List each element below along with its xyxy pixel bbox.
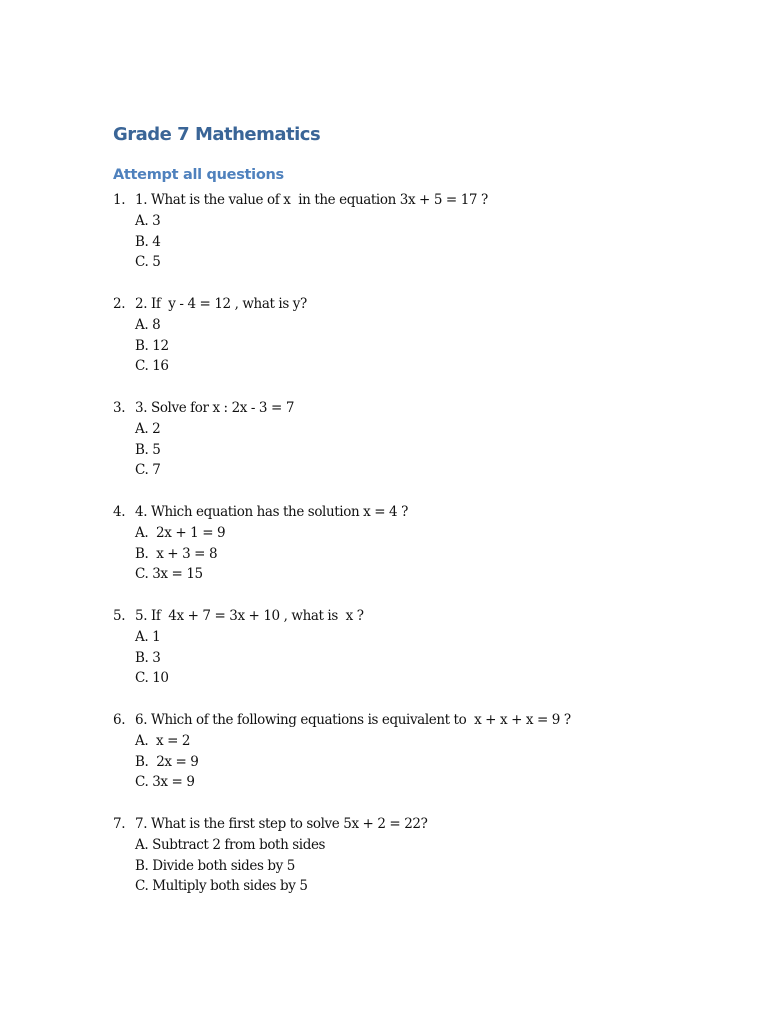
answer-option: C. 7: [135, 462, 161, 479]
question-text: 4. Which equation has the solution x = 4 ?: [135, 503, 408, 520]
question-item: [113, 710, 673, 793]
answer-option: A. x = 2: [135, 732, 191, 749]
question-item: [113, 606, 673, 689]
answer-options: [113, 731, 673, 793]
answer-option: C. 3x = 9: [135, 774, 195, 791]
question-text: 2. If y - 4 = 12 , what is y?: [135, 295, 307, 312]
question-item: [113, 398, 673, 481]
answer-option: B. x + 3 = 8: [135, 545, 218, 562]
answer-option: A. 2: [135, 420, 161, 437]
question-item: [113, 502, 673, 585]
answer-option: A. 3: [135, 212, 161, 229]
question-number: 3.: [113, 399, 126, 416]
answer-option: B. 12: [135, 337, 169, 354]
answer-options: [113, 523, 673, 585]
question-text: 5. If 4x + 7 = 3x + 10 , what is x ?: [135, 607, 364, 624]
question-number: 1.: [113, 192, 126, 208]
question-item: [113, 294, 673, 377]
answer-option: C. Multiply both sides by 5: [135, 878, 308, 895]
answer-options: [113, 211, 673, 273]
question-number: 5.: [113, 607, 126, 624]
answer-options: [113, 627, 673, 689]
question-text: 7. What is the first step to solve 5x + 2 = 22?: [135, 815, 428, 832]
answer-option: C. 16: [135, 358, 169, 375]
answer-option: B. 3: [135, 649, 161, 666]
answer-option: B. 4: [135, 233, 161, 250]
instructions-heading: Attempt all questions: [113, 167, 284, 183]
question-number: 7.: [113, 815, 126, 832]
answer-option: A. 1: [135, 628, 161, 645]
answer-option: A. Subtract 2 from both sides: [135, 836, 326, 853]
answer-options: [113, 419, 673, 481]
answer-options: [113, 835, 673, 897]
answer-option: A. 8: [135, 316, 161, 333]
answer-option: B. Divide both sides by 5: [135, 857, 295, 874]
answer-option: B. 2x = 9: [135, 753, 199, 770]
question-item: [113, 190, 673, 273]
answer-option: C. 5: [135, 254, 161, 271]
question-item: [113, 814, 673, 897]
question-text: 1. What is the value of x in the equation 3x + 5 = 17 ?: [135, 192, 488, 208]
document-title: Grade 7 Mathematics: [113, 124, 321, 145]
answer-option: A. 2x + 1 = 9: [135, 524, 226, 541]
answer-option: B. 5: [135, 441, 161, 458]
answer-options: [113, 315, 673, 377]
question-number: 2.: [113, 295, 126, 312]
question-list: [113, 190, 673, 918]
answer-option: C. 3x = 15: [135, 566, 203, 583]
question-number: 6.: [113, 711, 126, 728]
question-text: 3. Solve for x : 2x - 3 = 7: [135, 399, 295, 416]
answer-option: C. 10: [135, 670, 169, 687]
question-number: 4.: [113, 503, 126, 520]
question-text: 6. Which of the following equations is equivalent to x + x + x = 9 ?: [135, 711, 571, 728]
